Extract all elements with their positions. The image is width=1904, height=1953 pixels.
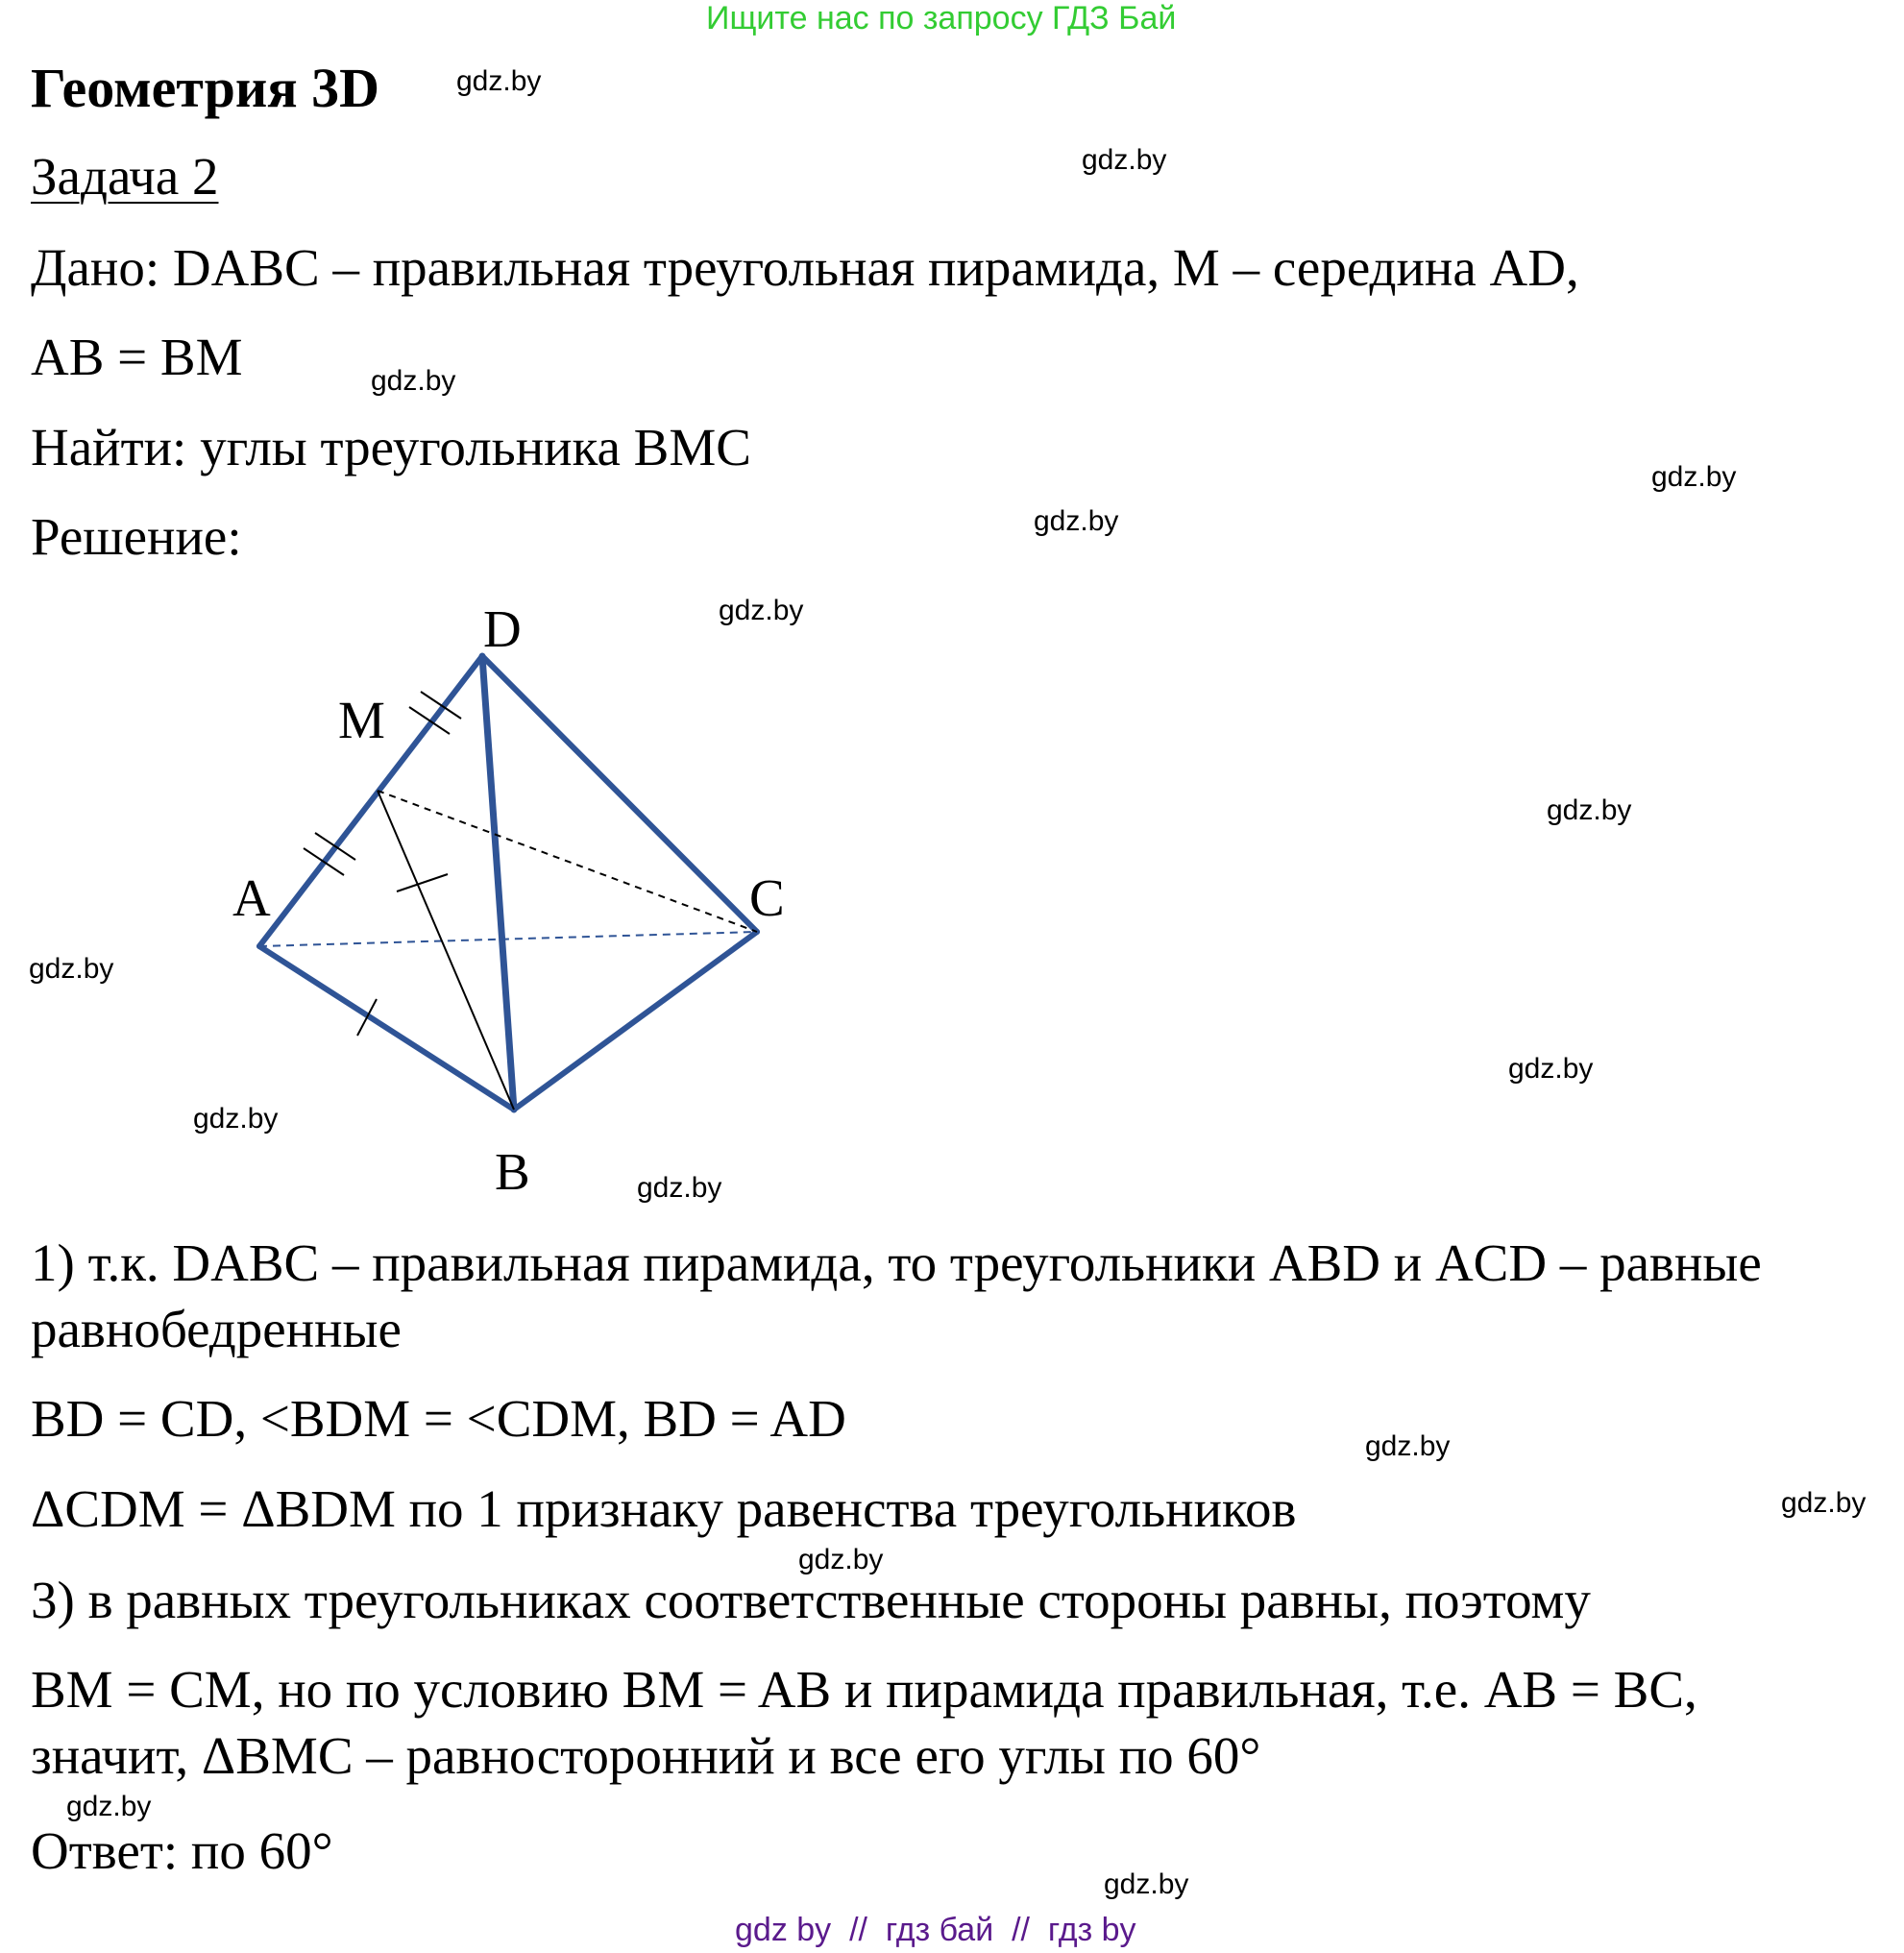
- step1-line-1: 1) т.к. DABC – правильная пирамида, то треугольники ABD и ACD – равные: [31, 1233, 1762, 1292]
- edge-BC: [514, 932, 757, 1110]
- watermark: gdz.by: [1508, 1053, 1594, 1085]
- find-line: Найти: углы треугольника BMC: [31, 418, 751, 476]
- top-banner: Ищите нас по запросу ГДЗ Бай: [706, 0, 1177, 37]
- label-C: C: [749, 868, 785, 927]
- label-A: A: [232, 868, 271, 927]
- given-line-2: AB = BM: [31, 328, 243, 386]
- step2b-line: ΔCDM = ΔBDM по 1 признаку равенства треугольников: [31, 1479, 1297, 1538]
- watermark: gdz.by: [719, 595, 804, 626]
- tick-AM-1: [315, 833, 355, 860]
- watermark: gdz.by: [371, 365, 456, 397]
- given-line-1: Дано: DABC – правильная треугольная пирамида, M – середина AD,: [31, 238, 1579, 297]
- edge-DB: [482, 656, 514, 1110]
- pyramid-figure: [0, 576, 865, 1210]
- solution-heading: Решение:: [31, 507, 242, 566]
- step1-line-2: равнобедренные: [31, 1300, 402, 1358]
- watermark: gdz.by: [637, 1172, 722, 1204]
- footer-links: gdz by // гдз бай // гдз by: [735, 1912, 1136, 1948]
- step3-line-1: 3) в равных треугольниках соответственные стороны равны, поэтому: [31, 1571, 1591, 1629]
- step2-line: BD = CD, <BDM = <CDM, BD = AD: [31, 1389, 846, 1448]
- watermark: gdz.by: [193, 1103, 279, 1135]
- watermark: gdz.by: [1082, 144, 1167, 176]
- segment-MC: [378, 791, 757, 932]
- watermark: gdz.by: [1651, 461, 1737, 493]
- page-title: Геометрия 3D: [31, 57, 380, 119]
- answer-line: Ответ: по 60°: [31, 1821, 333, 1880]
- watermark: gdz.by: [1365, 1430, 1451, 1462]
- watermark: gdz.by: [1034, 505, 1119, 537]
- tick-MB: [397, 874, 448, 891]
- label-M: M: [338, 691, 385, 749]
- label-B: B: [495, 1142, 530, 1201]
- tick-AM-2: [304, 848, 344, 875]
- label-D: D: [483, 599, 522, 658]
- edge-DC: [482, 656, 757, 932]
- edge-AC-hidden: [259, 932, 757, 946]
- watermark: gdz.by: [456, 65, 542, 97]
- watermark: gdz.by: [1781, 1487, 1867, 1519]
- watermark: gdz.by: [798, 1544, 884, 1575]
- watermark: gdz.by: [66, 1791, 152, 1822]
- watermark: gdz.by: [1104, 1868, 1189, 1900]
- step3-line-3: значит, ΔBMC – равносторонний и все его углы по 60°: [31, 1726, 1261, 1785]
- step3-line-2: BM = CM, но по условию BM = AB и пирамида правильная, т.е. AB = BC,: [31, 1660, 1697, 1719]
- task-number: Задача 2: [31, 147, 219, 206]
- edge-AB: [259, 946, 514, 1110]
- watermark: gdz.by: [1547, 794, 1632, 826]
- watermark: gdz.by: [29, 953, 114, 985]
